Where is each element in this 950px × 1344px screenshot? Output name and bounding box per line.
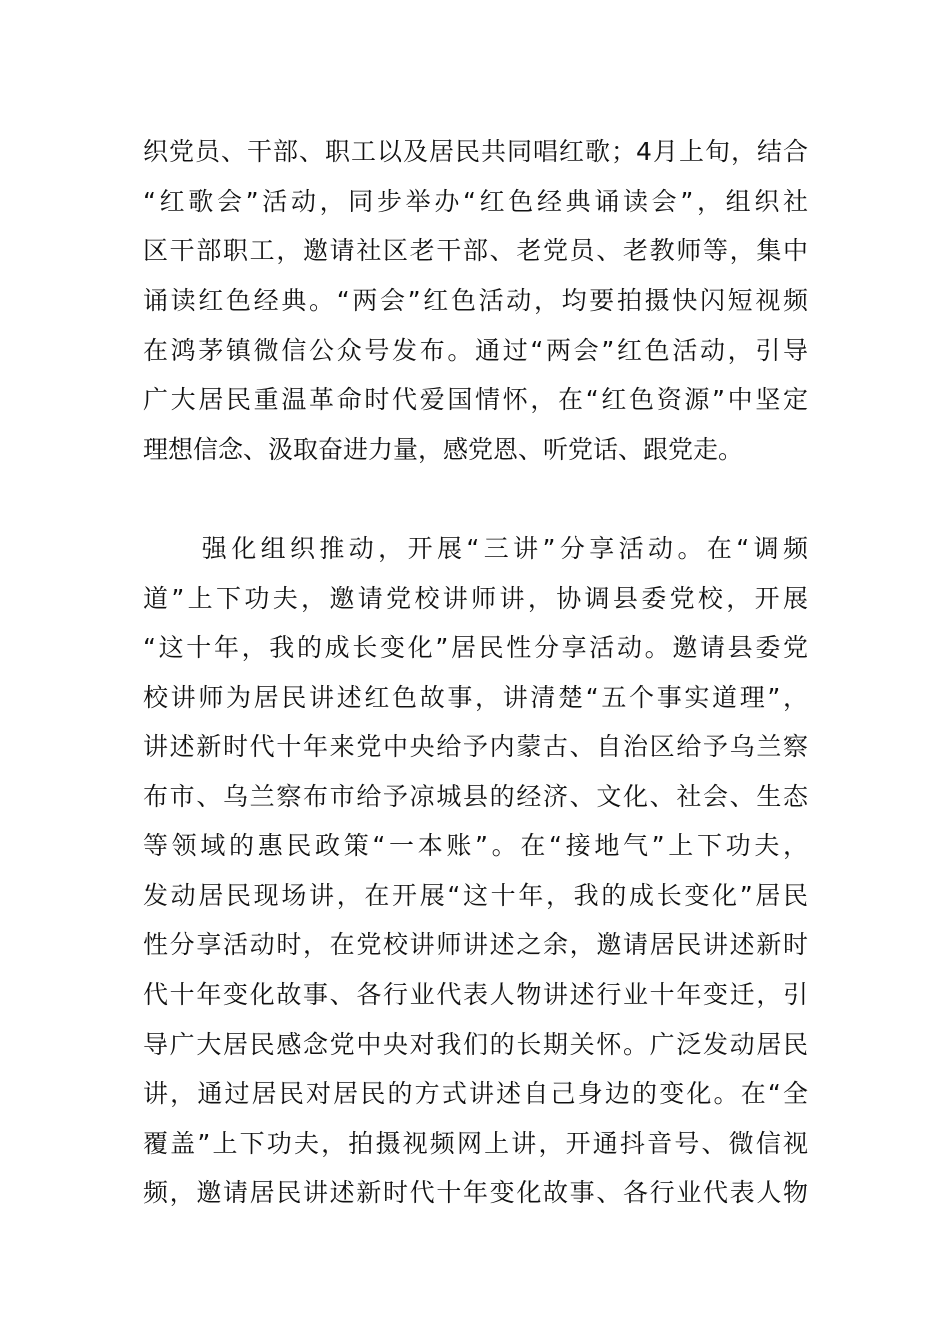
text-line: 讲述新时代十年来党中央给予内蒙古、自治区给予乌兰察: [143, 732, 808, 761]
text-line: 发动居民现场讲，在开展“这十年，我的成长变化”居民: [143, 881, 808, 910]
text-line: 广大居民重温革命时代爱国情怀，在“红色资源”中坚定: [143, 385, 808, 414]
text-line: 强化组织推动，开展“三讲”分享活动。在“调频: [143, 534, 808, 563]
text-line: 等领域的惠民政策“一本账”。在“接地气”上下功夫，: [143, 831, 808, 860]
text-line: 覆盖”上下功夫，拍摄视频网上讲，开通抖音号、微信视: [143, 1129, 808, 1158]
text-line: 在鸿茅镇微信公众号发布。通过“两会”红色活动，引导: [143, 336, 808, 365]
text-line: 频，邀请居民讲述新时代十年变化故事、各行业代表人物: [143, 1178, 808, 1207]
text-line: 道”上下功夫，邀请党校讲师讲，协调县委党校，开展: [143, 584, 808, 613]
text-line: 校讲师为居民讲述红色故事，讲清楚“五个事实道理”，: [143, 683, 808, 712]
text-line: “这十年，我的成长变化”居民性分享活动。邀请县委党: [143, 633, 808, 662]
text-line: 诵读红色经典。“两会”红色活动，均要拍摄快闪短视频: [143, 286, 808, 315]
text-line: 讲，通过居民对居民的方式讲述自己身边的变化。在“全: [143, 1079, 808, 1108]
text-line: “红歌会”活动，同步举办“红色经典诵读会”，组织社: [143, 187, 808, 216]
text-line: 织党员、干部、职工以及居民共同唱红歌；4月上旬，结合: [143, 137, 808, 166]
text-line: 性分享活动时，在党校讲师讲述之余，邀请居民讲述新时: [143, 930, 808, 959]
text-line: 导广大居民感念党中央对我们的长期关怀。广泛发动居民: [143, 1030, 808, 1059]
text-line: 代十年变化故事、各行业代表人物讲述行业十年变迁，引: [143, 980, 808, 1009]
text-line: 理想信念、汲取奋进力量，感党恩、听党话、跟党走。: [143, 435, 744, 464]
text-line: 区干部职工，邀请社区老干部、老党员、老教师等，集中: [143, 236, 808, 265]
text-line: 布市、乌兰察布市给予凉城县的经济、文化、社会、生态: [143, 782, 808, 811]
